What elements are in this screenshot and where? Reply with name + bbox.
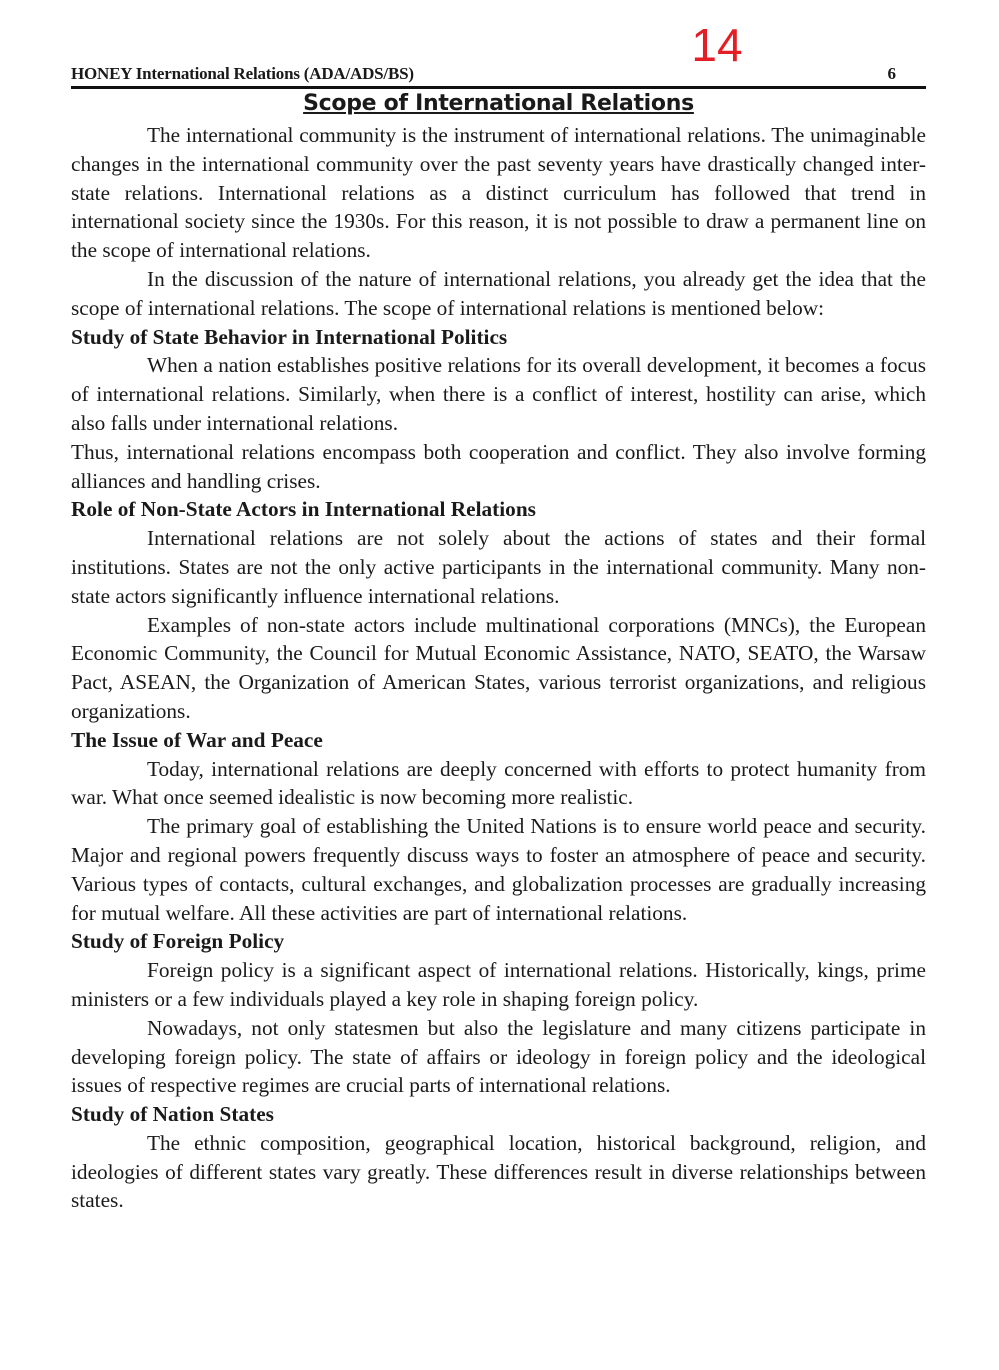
section-heading: Study of Nation States	[71, 1102, 274, 1127]
body-text	[71, 121, 926, 1215]
paragraph: Foreign policy is a significant aspect of international relations. Historically, kings, prime ministers or a few individuals played a key role in shaping foreign policy.	[71, 958, 926, 1011]
section-heading: Study of State Behavior in International Politics	[71, 324, 508, 349]
paragraph: The ethnic composition, geographical location, historical background, religion, and ideologies of different states vary greatly. These differences result in diverse relationships between states.	[71, 1130, 926, 1213]
stamp-page-number: 14	[691, 19, 743, 71]
paragraph: Thus, international relations encompass both cooperation and conflict. They also involve forming alliances and handling crises.	[71, 439, 926, 493]
section-heading: The Issue of War and Peace	[71, 727, 323, 752]
paragraph: The international community is the instrument of international relations. The unimaginable changes in the international community over the past seventy years have drastically changed inter-state relations. International relations as a distinct curriculum has followed that trend in international society since the 1930s. For this reason, it is not possible to draw a permanent line on the scope of international relations.	[71, 123, 926, 263]
section-heading: Study of Foreign Policy	[71, 929, 285, 954]
page-number: 6	[887, 64, 896, 83]
running-header	[71, 64, 926, 89]
paragraph: When a nation establishes positive relations for its overall development, it becomes a focus of international relations. Similarly, when there is a conflict of interest, hostility can arise, which also falls under international relations.	[71, 353, 926, 435]
paragraph: Nowadays, not only statesmen but also the legislature and many citizens participate in developing foreign policy. The state of affairs or ideology in foreign policy and the ideological issues of respective regimes are crucial parts of international relations.	[71, 1015, 926, 1098]
paragraph: International relations are not solely about the actions of states and their formal institutions. States are not the only active participants in the international community. Many non-state actors significantly influence international relations.	[71, 526, 926, 608]
page-title: Scope of International Relations	[303, 91, 694, 116]
book-title: HONEY International Relations (ADA/ADS/BS)	[71, 64, 414, 83]
paragraph: The primary goal of establishing the United Nations is to ensure world peace and security. Major and regional powers frequently discuss ways to foster an atmosphere of peace and security. Various types of contacts, cultural exchanges, and globalization processes are gradually increasing for mutual welfare. All these activities are part of international relations.	[71, 814, 926, 925]
paragraph: In the discussion of the nature of international relations, you already get the idea that the scope of international relations. The scope of international relations is mentioned below:	[71, 266, 926, 320]
section-heading: Role of Non-State Actors in International Relations	[71, 497, 536, 522]
paragraph: Examples of non-state actors include multinational corporations (MNCs), the European Economic Community, the Council for Mutual Economic Assistance, NATO, SEATO, the Warsaw Pact, ASEAN, the Organization of American States, various terrorist organizations, and religious organizations.	[71, 612, 926, 723]
paragraph: Today, international relations are deeply concerned with efforts to protect humanity from war. What once seemed idealistic is now becoming more realistic.	[71, 756, 926, 810]
